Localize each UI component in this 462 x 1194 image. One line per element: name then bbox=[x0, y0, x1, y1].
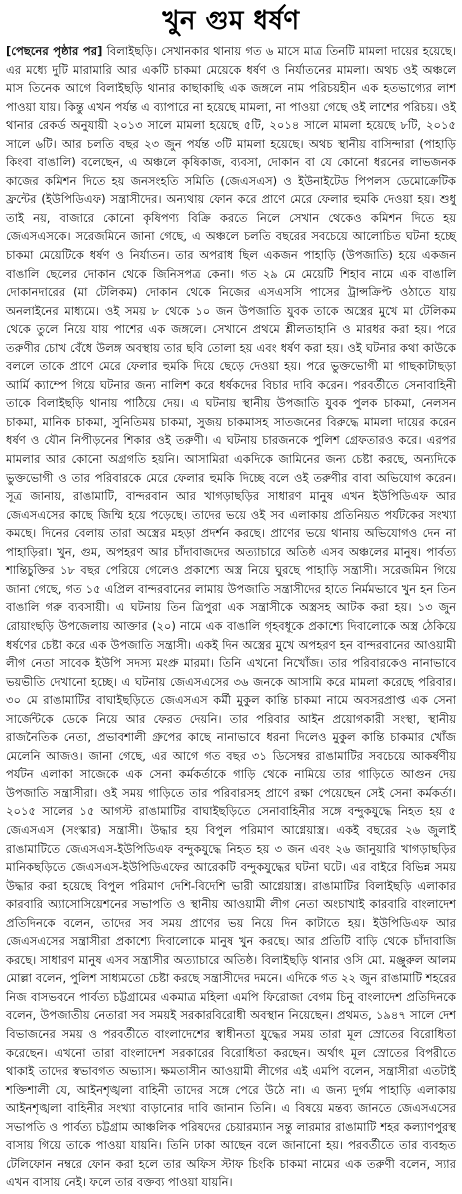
article-text: বিলাইছড়ি। সেখানকার থানায় গত ৬ মাসে মাত্র তিনটি মামলা দায়ের হয়েছে। এর মধ্যে দুটি মারামারি আর একটি চাকমা মেয়েকে ধর্ষণ ও নির্যাতনের মামলা। অথচ ওই অঞ্চলে মাস তিনেক আগে বিলাইছড়ি থানার কাছাকাছি এক জঙ্গলে নাম পরিচয়হীন এক হতভাগ্যের লাশ পাওয়া যায়। কিন্তু এখন পর্যন্ত এ ব্যাপারে না হয়েছে মামলা, না পাওয়া গেছে ওই লাশের পরিচয়। ওই থানার রেকর্ড অনুযায়ী ২০১৩ সালে মামলা হয়েছে ৫টি, ২০১৪ সালে মামলা হয়েছে ৮টি, ২০১৫ সালে ৬টি। আর চলতি বছর ২৩ জুন পর্যন্ত ৩টি মামলা হয়েছে। অথচ স্থানীয় বাসিন্দারা (পাহাড়ি কিংবা বাঙালি) বলেছেন, এ অঞ্চলে কৃষিকাজ, ব্যবসা, দোকান বা যে কোনো ধরনের লাভজনক কাজের কমিশন দিতে হয় জনসংহতি সমিতি (জেএসএস) ও ইউনাইটেড পিপলস ডেমোক্রেটিক ফ্রন্টের (ইউপিডিএফ) সন্ত্রাসীদের। অন্যথায় ফোন করে প্রাণে মেরে ফেলার হুমকি দেওয়া হয়। শুধু তাই নয়, বাজারে কোনো কৃষিপণ্য বিক্রি করতে নিলে সেখান থেকেও কমিশন দিতে হয় জেএসএসকে। সরেজমিনে জানা গেছে, এ অঞ্চলে চলতি বছরের সবচেয়ে আলোচিত ঘটনা হচ্ছে চাকমা মেয়েটিকে ধর্ষণ ও নির্যাতন। তার অপরাধ ছিল একজন পাহাড়ি (উপজাতি) হয়ে একজন বাঙালি ছেলের দোকান থেকে জিনিসপত্র কেনা। গত ২৯ মে মেয়েটি শিহাব নামে এক বাঙালি দোকানদারের (মা টেলিকম) দোকান থেকে নিজের এসএসসি পাসের ট্রান্সক্রিপ্ট ওঠাতে যায় অনলাইনের মাধ্যমে। ওই সময় ৮ থেকে ১০ জন উপজাতি যুবক তাকে অস্ত্রের মুখে মা টেলিকম থেকে তুলে নিয়ে যায় পাশের এক জঙ্গলে। সেখানে প্রথমে শ্লীলতাহানি ও মারধর করা হয়। পরে তরুণীর চোখ বেঁধে উলঙ্গ অবস্থায় তার ছবি তোলা হয় এবং ধর্ষণ করা হয়। ওই ঘটনার কথা কাউকে বললে তাকে প্রাণে মেরে ফেলার হুমকি দিয়ে ছেড়ে দেওয়া হয়। পরে ভুক্তভোগী মা গাছকাটাছড়া আর্মি ক্যাম্পে গিয়ে ঘটনার জন্য নালিশ করে ধর্ষকদের বিচার দাবি করেন। পরবর্তীতে সেনাবাহিনী তাকে বিলাইছড়ি থানায় পাঠিয়ে দেয়। এ ঘটনায় স্থানীয় উপজাতি যুবক পুলক চাকমা, নেলসন চাকমা, মানিক চাকমা, সুনিতিময় চাকমা, সুজয় চাকমাসহ সাতজনের বিরুদ্ধে মামলা দায়ের করেন ধর্ষণ ও যৌন নিপীড়নের শিকার ওই তরুণী। এ ঘটনায় চারজনকে পুলিশ গ্রেফতারও করে। এরপর মামলার আর কোনো অগ্রগতি হয়নি। আসামিরা একদিকে জামিনের জন্য চেষ্টা করছে, অন্যদিকে ভুক্তভোগী ও তার পরিবারকে মেরে ফেলার হুমকি দিচ্ছে বলে ওই তরুণীর বাবা অভিযোগ করেন। সূত্র জানায়, রাঙামাটি, বান্দরবান আর খাগড়াছড়ির সাধারণ মানুষ এখন ইউপিডিএফ আর জেএসএসের কাছে জিম্মি হয়ে পড়েছে। তাদের ভয়ে ওই সব এলাকায় প্রতিনিয়ত পর্যটকের সংখ্যা কমছে। দিনের বেলায় তারা অস্ত্রের মহড়া প্রদর্শন করছে। প্রাণের ভয়ে থানায় অভিযোগও দেন না পাহাড়িরা। খুন, গুম, অপহরণ আর চাঁদাবাজদের অত্যাচারে অতিষ্ঠ এসব অঞ্চলের মানুষ। পার্বত্য শান্তিচুক্তির ১৮ বছর পেরিয়ে গেলেও প্রকাশ্যে অস্ত্র নিয়ে ঘুরছে পাহাড়ি সন্ত্রাসী। সরেজমিন গিয়ে জানা গেছে, গত ১৫ এপ্রিল বান্দরবানের লামায় উপজাতি সন্ত্রাসীদের হাতে নির্মমভাবে খুন হন তিন বাঙালি গরু ব্যবসায়ী। এ ঘটনায় তিন ত্রিপুরা এক সন্ত্রাসীকে অস্ত্রসহ আটক করা হয়। ১৩ জুন রোয়াংছড়ি উপজেলায় আক্তার (২০) নামে এক বাঙালি গৃহবধূকে প্রকাশ্যে দিবালোকে অস্ত্র ঠেকিয়ে ধর্ষণের চেষ্টা করে এক উপজাতি সন্ত্রাসী। একই দিন অস্ত্রের মুখে অপহরণ হন বান্দরবানের আওয়ামী লীগ নেতা সাবেক ইউপি সদস্য মংপ্রু মারমা। তিনি এখনো নিখোঁজ। তার পরিবারকেও নানাভাবে ভয়ভীতি দেখানো হচ্ছে। এ ঘটনায় জেএসএসের ৩৬ জনকে আসামি করে মামলা করেছে পরিবার। ৩০ মে রাঙামাটির বাঘাইছড়িতে জেএসএস কর্মী মুকুল কান্তি চাকমা নামে অবসরপ্রাপ্ত এক সেনা সার্জেন্টকে ডেকে নিয়ে আর ফেরত দেয়নি। তার পরিবার আইন প্রয়োগকারী সংস্থা, স্থানীয় রাজনৈতিক নেতা, প্রভাবশালী গ্রুপের কাছে নানাভাবে ধরনা দিলেও মুকুল কান্তি চাকমার খোঁজ মেলেনি আজও। জানা গেছে, এর আগে গত বছর ৩১ ডিসেম্বর রাঙামাটির সবচেয়ে আকর্ষণীয় পর্যটন এলাকা সাজেকে এক সেনা কর্মকর্তাকে গাড়ি থেকে নামিয়ে তার গাড়িতে আগুন দেয় উপজাতি সন্ত্রাসীরা। ওই সময় গাড়িতে তার পরিবারসহ প্রাণে রক্ষা পেয়েছেন সেই সেনা কর্মকর্তা। ২০১৫ সালের ১৫ আগস্ট রাঙামাটির বাঘাইছড়িতে সেনাবাহিনীর সঙ্গে বন্দুকযুদ্ধে নিহত হয় ৫ জেএসএস (সংস্কার) সন্ত্রাসী। উদ্ধার হয় বিপুল পরিমাণ আগ্নেয়াস্ত্র। একই বছরের ২৬ জুলাই রাঙামাটিতে জেএসএস-ইউপিডিএফ বন্দুকযুদ্ধে নিহত হয় ৩ জন এবং ২৬ জানুয়ারি খাগড়াছড়ির মানিকছড়িতে জেএসএস-ইউপিডিএফের আরেকটি বন্দুকযুদ্ধের ঘটনা ঘটে। এর বাইরে বিভিন্ন সময় উদ্ধার করা হয়েছে বিপুল পরিমাণ দেশি-বিদেশি ভারী আগ্নেয়াস্ত্র। রাঙামাটির বিলাইছড়ি এলাকার কারবারি অ্যাসোসিয়েশনের সভাপতি ও স্থানীয় আওয়ামী লীগ নেতা অংচাখাই কারবারি বাংলাদেশ প্রতিদিনকে বলেন, তাদের সব সময় প্রাণের ভয় নিয়ে দিন কাটাতে হয়। ইউপিডিএফ আর জেএসএসের সন্ত্রাসীরা প্রকাশ্যে দিবালোকে মানুষ খুন করছে। আর প্রতিটি বাড়ি থেকে চাঁদাবাজি করছে। সাধারণ মানুষ এসব সন্ত্রাসীর অত্যাচারে অতিষ্ঠ। বিলাইছড়ি থানার ওসি মো. মঞ্জুরুল আলম মোল্লা বলেন, পুলিশ সাধ্যমতো চেষ্টা করছে সন্ত্রাসীদের দমনে। এদিকে গত ২২ জুন রাঙামাটি শহরের নিজ বাসভবনে পার্বত্য চট্টগ্রামের একমাত্র মহিলা এমপি ফিরোজা বেগম চিনু বাংলাদেশ প্রতিদিনকে বলেন, উপজাতীয় নেতারা সব সময়ই সরকারবিরোধী অবস্থান নিয়েছেন। প্রথমত, ১৯৪৭ সালে দেশ বিভাজনের সময় ও পরবর্তীতে বাংলাদেশের স্বাধীনতা যুদ্ধের সময় তারা মূল স্রোতের বিরোধিতা করেছেন। এখনো তারা বাংলাদেশ সরকারের বিরোধিতা করছেন। অর্থাৎ মূল স্রোতের বিপরীতে থাকাই তাদের স্বভাবগত অভ্যাস। ক্ষমতাসীন আওয়ামী লীগের এই এমপি বলেন, সন্ত্রাসীরা এতটাই শক্তিশালী যে, আইনশৃঙ্খলা বাহিনী তাদের সঙ্গে পেরে উঠে না। এ জন্য দুর্গম পাহাড়ি এলাকায় আইনশৃঙ্খলা বাহিনীর সংখ্যা বাড়ানোর দাবি জানান তিনি। এ বিষয়ে মন্তব্য জানতে জেএসএসের সভাপতি ও পার্বত্য চট্টগ্রাম আঞ্চলিক পরিষদের চেয়ারম্যান সন্তু লারমার রাঙামাটি শহর কল্যাণপুরস্থ বাসায় গিয়ে তাকে পাওয়া যায়নি। তিনি ঢাকা আছেন বলে জানানো হয়। পরবর্তীতে তার ব্যবহৃত টেলিফোন নম্বরে ফোন করা হলে তার অফিস স্টাফ চিংকি চাকমা নামের এক তরুণী বলেন, স্যার এখন বাসায় নেই। ফলে তার বক্তব্য পাওয়া যায়নি। bbox=[6, 44, 457, 1190]
continued-from-tag: [পেছনের পৃষ্ঠার পর] bbox=[6, 44, 103, 58]
article-body bbox=[6, 42, 456, 1192]
headline: খুন গুম ধর্ষণ bbox=[162, 6, 300, 36]
